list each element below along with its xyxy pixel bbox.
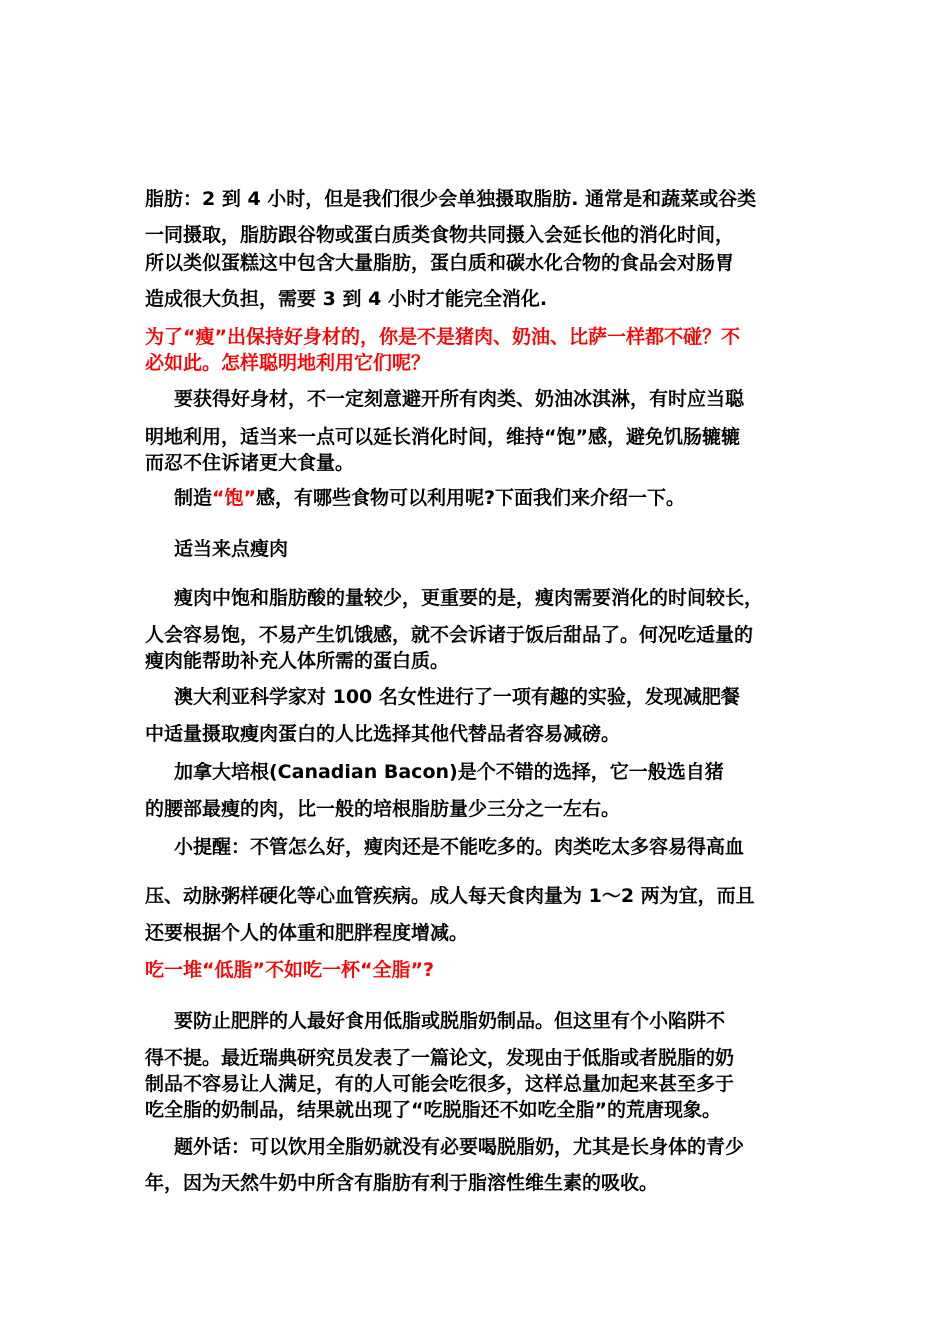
paragraph-line: 明地利用，适当来一点可以延长消化时间，维持“饱”感，避免饥肠辘辘 (145, 426, 740, 448)
red-heading-line: 吃一堆“低脂”不如吃一杯“全脂”? (145, 959, 434, 981)
paragraph-line: 瘦肉能帮助补充人体所需的蛋白质。 (145, 650, 450, 672)
paragraph-line: 制品不容易让人满足，有的人可能会吃很多，这样总量加起来甚至多于 (145, 1073, 735, 1095)
paragraph-line: 中适量摄取瘦肉蛋白的人比选择其他代替品者容易减磅。 (145, 723, 621, 745)
paragraph-line: 题外话：可以饮用全脂奶就没有必要喝脱脂奶，尤其是长身体的青少 (174, 1136, 745, 1158)
paragraph-line: 的腰部最瘦的肉，比一般的培根脂肪量少三分之一左右。 (145, 798, 621, 820)
paragraph-line: 压、动脉粥样硬化等心血管疾病。成人每天食肉量为 1～2 两为宜，而且 (145, 885, 755, 907)
paragraph-line: 而忍不住诉诸更大食量。 (145, 452, 355, 474)
text-segment: 感，有哪些食物可以利用呢?下面我们来介绍一下。 (256, 487, 686, 509)
paragraph-line: 得不提。最近瑞典研究员发表了一篇论文，发现由于低脂或者脱脂的奶 (145, 1047, 735, 1069)
paragraph-line: 一同摄取，脂肪跟谷物或蛋白质类食物共同摄入会延长他的消化时间， (145, 224, 735, 246)
paragraph-line: 还要根据个人的体重和肥胖程度增减。 (145, 922, 469, 944)
paragraph-line: 加拿大培根(Canadian Bacon)是个不错的选择，它一般选自猪 (174, 761, 724, 783)
text-segment: 制造 (174, 487, 213, 509)
red-heading-line: 必如此。怎样聪明地利用它们呢？ (145, 352, 431, 374)
paragraph-line: 年，因为天然牛奶中所含有脂肪有利于脂溶性维生素的吸收。 (145, 1172, 659, 1194)
paragraph-line: 人会容易饱，不易产生饥饿感，就不会诉诸于饭后甜品了。何况吃适量的 (145, 624, 754, 646)
paragraph-line: 澳大利亚科学家对 100 名女性进行了一项有趣的实验，发现减肥餐 (174, 686, 740, 708)
paragraph-line-mixed (174, 485, 685, 511)
paragraph-line: 吃全脂的奶制品，结果就出现了“吃脱脂还不如吃全脂”的荒唐现象。 (145, 1099, 721, 1121)
paragraph-line: 造成很大负担，需要 3 到 4 小时才能完全消化. (145, 288, 548, 310)
paragraph-line: 所以类似蛋糕这中包含大量脂肪，蛋白质和碳水化合物的食品会对肠胃 (145, 252, 735, 274)
paragraph-line: 小提醒：不管怎么好，瘦肉还是不能吃多的。肉类吃太多容易得高血 (174, 836, 745, 858)
red-heading-line: 为了“瘦”出保持好身材的，你是不是猪肉、奶油、比萨一样都不碰？不 (145, 326, 740, 348)
highlight-segment: “饱” (212, 487, 256, 509)
paragraph-line: 瘦肉中饱和脂肪酸的量较少，更重要的是，瘦肉需要消化的时间较长， (174, 587, 764, 609)
section-heading: 适当来点瘦肉 (174, 538, 289, 560)
paragraph-line: 要获得好身材，不一定刻意避开所有肉类、奶油冰淇淋，有时应当聪 (174, 388, 745, 410)
paragraph-line: 要防止肥胖的人最好食用低脂或脱脂奶制品。但这里有个小陷阱不 (174, 1010, 726, 1032)
paragraph-line: 脂肪：2 到 4 小时，但是我们很少会单独摄取脂肪. 通常是和蔬菜或谷类 (145, 188, 757, 210)
